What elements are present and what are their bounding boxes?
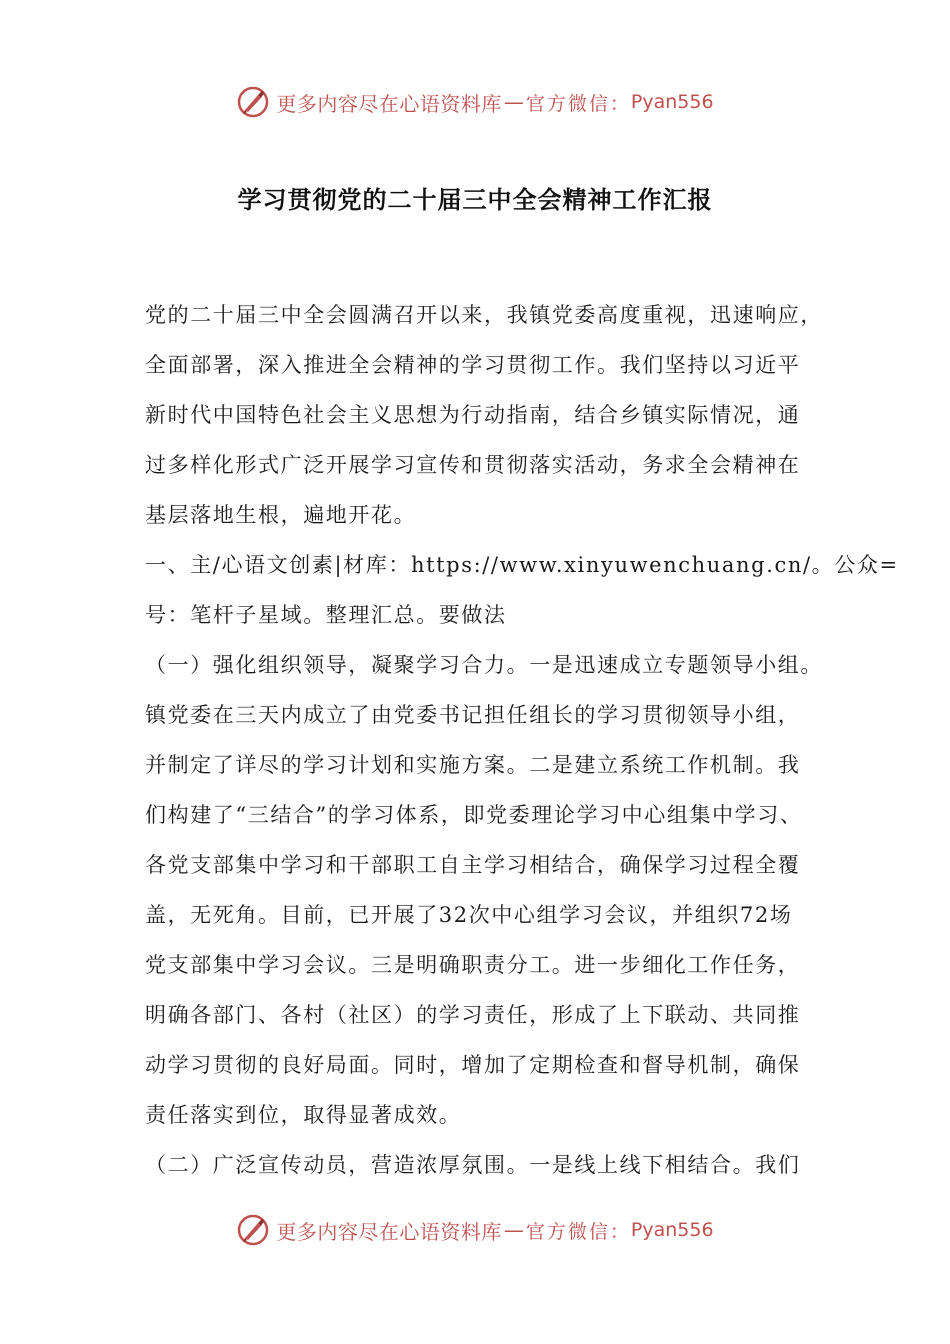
banner-separator: — [503, 90, 524, 114]
text-line: （二）广泛宣传动员，营造浓厚氛围。一是线上线下相结合。我们 [145, 1153, 801, 1177]
footer-banner [0, 1208, 950, 1252]
pen-logo-icon [236, 1213, 270, 1247]
text-line: 们构建了“三结合”的学习体系，即党委理论学习中心组集中学习、 [145, 803, 803, 827]
text-line: 明确各部门、各村（社区）的学习责任，形成了上下联动、共同推 [145, 1003, 801, 1027]
header-banner [0, 80, 950, 124]
text-line: 并制定了详尽的学习计划和实施方案。二是建立系统工作机制。我 [145, 753, 801, 777]
text-line: 新时代中国特色社会主义思想为行动指南，结合乡镇实际情况，通 [145, 403, 801, 427]
text-line: 一、主/心语文创素|材库：https://www.xinyuwenchuang.cn/。公众= [145, 553, 899, 577]
banner-wechat-id: Pyan556 [630, 91, 714, 113]
banner-text: 更多内容尽在心语资料库 [276, 91, 502, 116]
banner-wechat-id: Pyan556 [630, 1219, 714, 1241]
text-line: 党支部集中学习会议。三是明确职责分工。进一步细化工作任务， [145, 953, 801, 977]
text-line: （一）强化组织领导，凝聚学习合力。一是迅速成立专题领导小组。 [145, 653, 823, 677]
text-line: 过多样化形式广泛开展学习宣传和贯彻落实活动，务求全会精神在 [145, 453, 801, 477]
text-line: 镇党委在三天内成立了由党委书记担任组长的学习贯彻领导小组， [145, 703, 801, 727]
pen-logo-icon [236, 85, 270, 119]
document-body [145, 290, 899, 1190]
text-line: 号：笔杆子星域。整理汇总。要做法 [145, 603, 507, 627]
page-title: 学习贯彻党的二十届三中全会精神工作汇报 [237, 186, 713, 214]
banner-separator: — [503, 1218, 524, 1242]
text-line: 党的二十届三中全会圆满召开以来，我镇党委高度重视，迅速响应， [145, 303, 823, 327]
banner-suffix: 官方微信： [525, 1220, 631, 1243]
text-line: 责任落实到位，取得显著成效。 [145, 1103, 462, 1127]
text-line: 动学习贯彻的良好局面。同时，增加了定期检查和督导机制，确保 [145, 1053, 801, 1077]
text-line: 各党支部集中学习和干部职工自主学习相结合，确保学习过程全覆 [145, 853, 801, 877]
text-line: 基层落地生根，遍地开花。 [145, 503, 417, 527]
text-line: 全面部署，深入推进全会精神的学习贯彻工作。我们坚持以习近平 [145, 353, 801, 377]
text-line: 盖，无死角。目前，已开展了32次中心组学习会议，并组织72场 [145, 903, 793, 927]
banner-text: 更多内容尽在心语资料库 [276, 1219, 502, 1244]
banner-suffix: 官方微信： [525, 92, 631, 115]
